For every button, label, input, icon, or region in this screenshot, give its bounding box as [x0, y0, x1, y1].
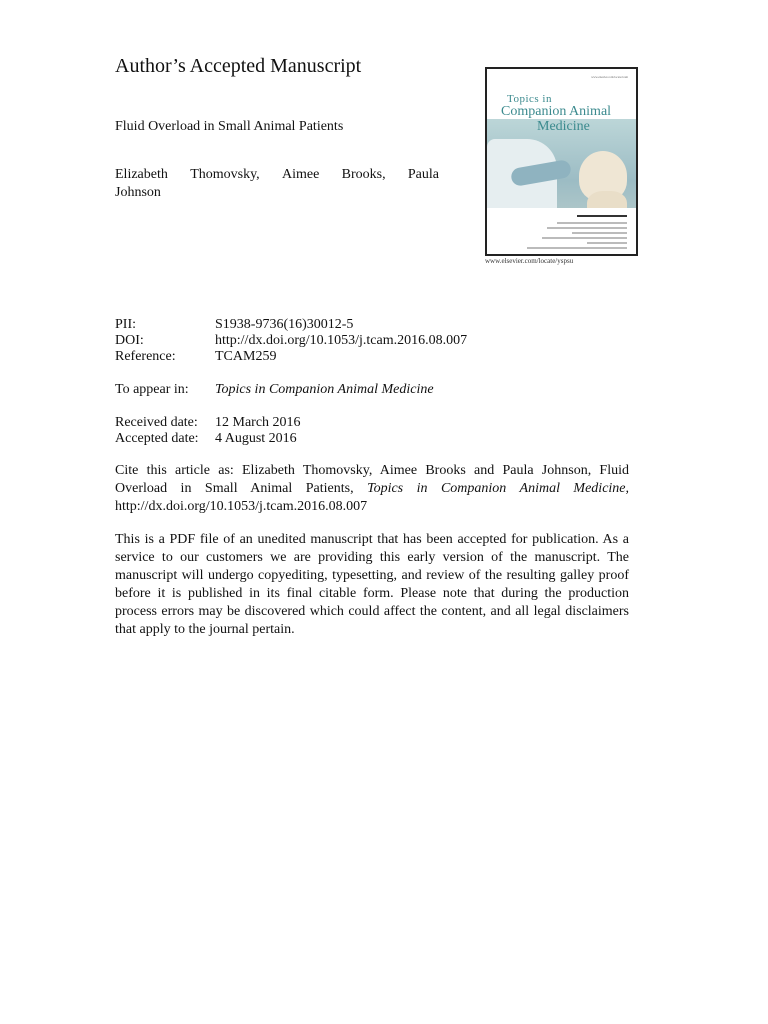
appear-label: To appear in:: [115, 382, 189, 397]
author-word: Aimee: [281, 167, 320, 182]
accepted-value: 4 August 2016: [215, 431, 297, 446]
cover-url: www.elsevier.com/locate/yspsu: [485, 257, 574, 265]
citation-paragraph: [115, 462, 629, 516]
journal-cover-image: [485, 67, 638, 256]
reference-value: TCAM259: [215, 349, 277, 364]
author-word: Thomovsky,: [190, 167, 260, 182]
pii-value: S1938-9736(16)30012-5: [215, 317, 354, 332]
manuscript-heading: Author’s Accepted Manuscript: [115, 55, 362, 77]
article-title: Fluid Overload in Small Animal Patients: [115, 119, 344, 134]
cover-journal-line: Topics in: [507, 93, 552, 105]
pii-label: PII:: [115, 317, 136, 332]
appear-value: Topics in Companion Animal Medicine: [215, 382, 434, 397]
received-label: Received date:: [115, 415, 198, 430]
author-list: [115, 166, 439, 202]
cover-photo: [487, 119, 636, 256]
doi-row: [115, 333, 467, 349]
cover-top-url: www.elsevier.com/locate/tcam: [591, 75, 628, 79]
author-word: Johnson: [115, 185, 161, 200]
doi-link[interactable]: http://dx.doi.org/10.1053/j.tcam.2016.08.007: [215, 333, 468, 348]
reference-row: [115, 349, 276, 365]
cover-journal-line: Medicine: [537, 119, 590, 134]
manuscript-notice: This is a PDF file of an unedited manuscript that has been accepted for publication. As a service to our customers we are providing this early version of the manuscript. The manuscript will undergo copyediting, typesetting, and review of the resulting galley proof before it is published in its final citable form. Please note that during the production process errors may be discovered which could affect the content, and all legal disclaimers that apply to the journal pertain.: [115, 532, 629, 637]
pii-row: [115, 317, 353, 333]
author-word: Paula: [407, 167, 439, 182]
citation-prefix: Cite this article as: Elizabeth Thomovsky, Aimee Brooks and Paula Johnson, Fluid Overload in Small Animal Patients,: [115, 463, 629, 496]
received-row: [115, 415, 301, 431]
accepted-label: Accepted date:: [115, 431, 199, 446]
cover-journal-line: Companion Animal: [501, 104, 612, 119]
citation-journal: Topics in Companion Animal Medicine,: [367, 481, 630, 496]
reference-label: Reference:: [115, 349, 176, 364]
author-word: Elizabeth: [115, 167, 168, 182]
accepted-row: [115, 431, 297, 447]
received-value: 12 March 2016: [215, 415, 301, 430]
doi-label: DOI:: [115, 333, 144, 348]
citation-doi-link[interactable]: http://dx.doi.org/10.1053/j.tcam.2016.08.007: [115, 499, 368, 514]
appear-row: [115, 382, 434, 398]
author-word: Brooks,: [341, 167, 386, 182]
